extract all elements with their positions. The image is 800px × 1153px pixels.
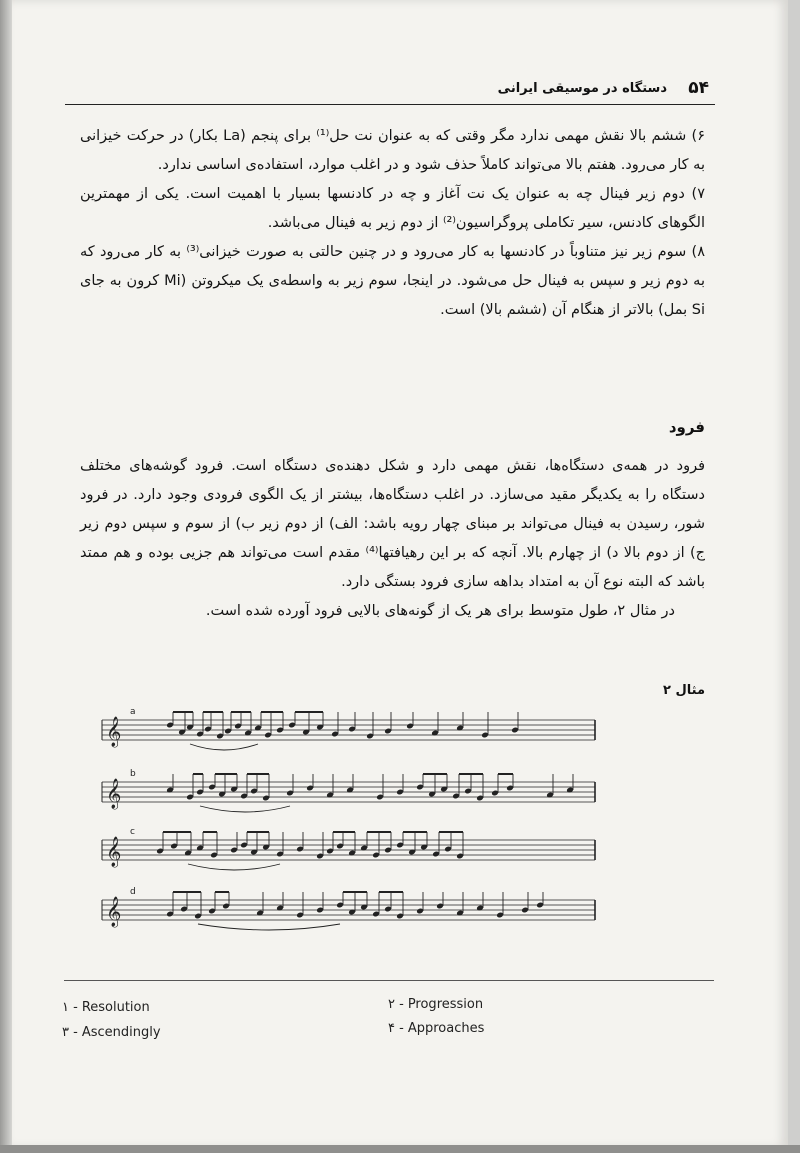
staff-b — [102, 769, 595, 812]
footnote-2: ۲ - Progression — [388, 997, 484, 1012]
variant-letter: a — [130, 707, 136, 717]
footnote-4: ۴ - Approaches — [388, 1021, 485, 1036]
variant-letter: c — [130, 827, 135, 837]
forud-paragraph: فرود در همه‌ی دستگاه‌ها، نقش مهمی دارد و شکل دهنده‌ی دستگاه است. فرود گوشه‌های مختلف دستگاه را به یکدیگر مقید می‌سازد. در اغلب دستگاه‌ها، بیشتر از یک الگوی فرودی وجود دارد. در فرود شور، رسیدن به فینال می‌تواند بر مبنای چهار رویه باشد: الف) از دوم زیر ب) از سوم و سپس دوم زیر ج) از دوم بالا د) از چهارم بالا. آنچه که بر این رهیافتها⁽⁴⁾ مقدم است می‌تواند هم جزیی بوده و هم ممتد باشد که البته نوع آن به امتداد بداهه سازی فرود بستگی دارد. — [80, 458, 705, 590]
music-example-staves — [100, 700, 605, 960]
slur — [190, 744, 258, 750]
forud-paragraphs — [80, 452, 705, 626]
page-number: ۵۴ — [688, 78, 709, 98]
paragraph-8: ۸) سوم زیر نیز متناوباً در کادنسها به کار می‌رود و در چنین حالتی به صورت خیزانی⁽³⁾ به کار می‌رود که به دوم زیر و سپس به فینال حل می‌شود. در اینجا، سوم زیر به واسطه‌ی یک میکروتن (Mi کرون به جای Si بمل) بالاتر از هنگام آن (ششم بالا) است. — [80, 244, 705, 318]
running-header — [65, 72, 715, 105]
example-label: مثال ۲ — [663, 683, 705, 698]
footnote-rule — [64, 980, 714, 981]
paragraph-6: ۶) ششم بالا نقش مهمی ندارد مگر وقتی که به عنوان نت حل⁽¹⁾ برای پنجم (La بکار) در حرکت خیزانی به کار می‌رود. هفتم بالا می‌تواند کاملاً حذف شود و در اغلب موارد، استفاده‌ی اساسی ندارد. — [80, 128, 705, 173]
variant-letter: b — [130, 769, 136, 779]
variant-letter: d — [130, 887, 136, 897]
slur — [200, 806, 290, 812]
staff-c — [102, 827, 595, 870]
page-bottom-edge — [0, 1145, 800, 1153]
slur — [198, 924, 340, 930]
book-title: دستگاه در موسیقی ایرانی — [497, 81, 667, 96]
staff-a — [102, 707, 595, 750]
page-gutter-shadow — [0, 0, 12, 1153]
treble-clef-icon: 𝄞 — [106, 837, 122, 867]
treble-clef-icon: 𝄞 — [106, 779, 122, 809]
example-intro: در مثال ۲، طول متوسط برای هر یک از گونه‌های بالایی فرود آورده شده است. — [205, 603, 675, 619]
section-heading: فرود — [668, 418, 705, 436]
slur — [188, 864, 280, 870]
paragraph-7: ۷) دوم زیر فینال چه به عنوان یک نت آغاز و چه در کادنسها بسیار با اهمیت است. یکی از مهمترین الگوهای کادنس، سیر تکاملی پروگراسیون⁽²⁾ از دوم زیر به فینال می‌باشد. — [80, 186, 705, 231]
treble-clef-icon: 𝄞 — [106, 717, 122, 747]
footnote-1: ۱ - Resolution — [62, 1000, 150, 1015]
treble-clef-icon: 𝄞 — [106, 897, 122, 927]
numbered-paragraphs — [80, 122, 705, 325]
staff-d — [102, 887, 595, 930]
footnote-3: ۳ - Ascendingly — [62, 1025, 161, 1040]
